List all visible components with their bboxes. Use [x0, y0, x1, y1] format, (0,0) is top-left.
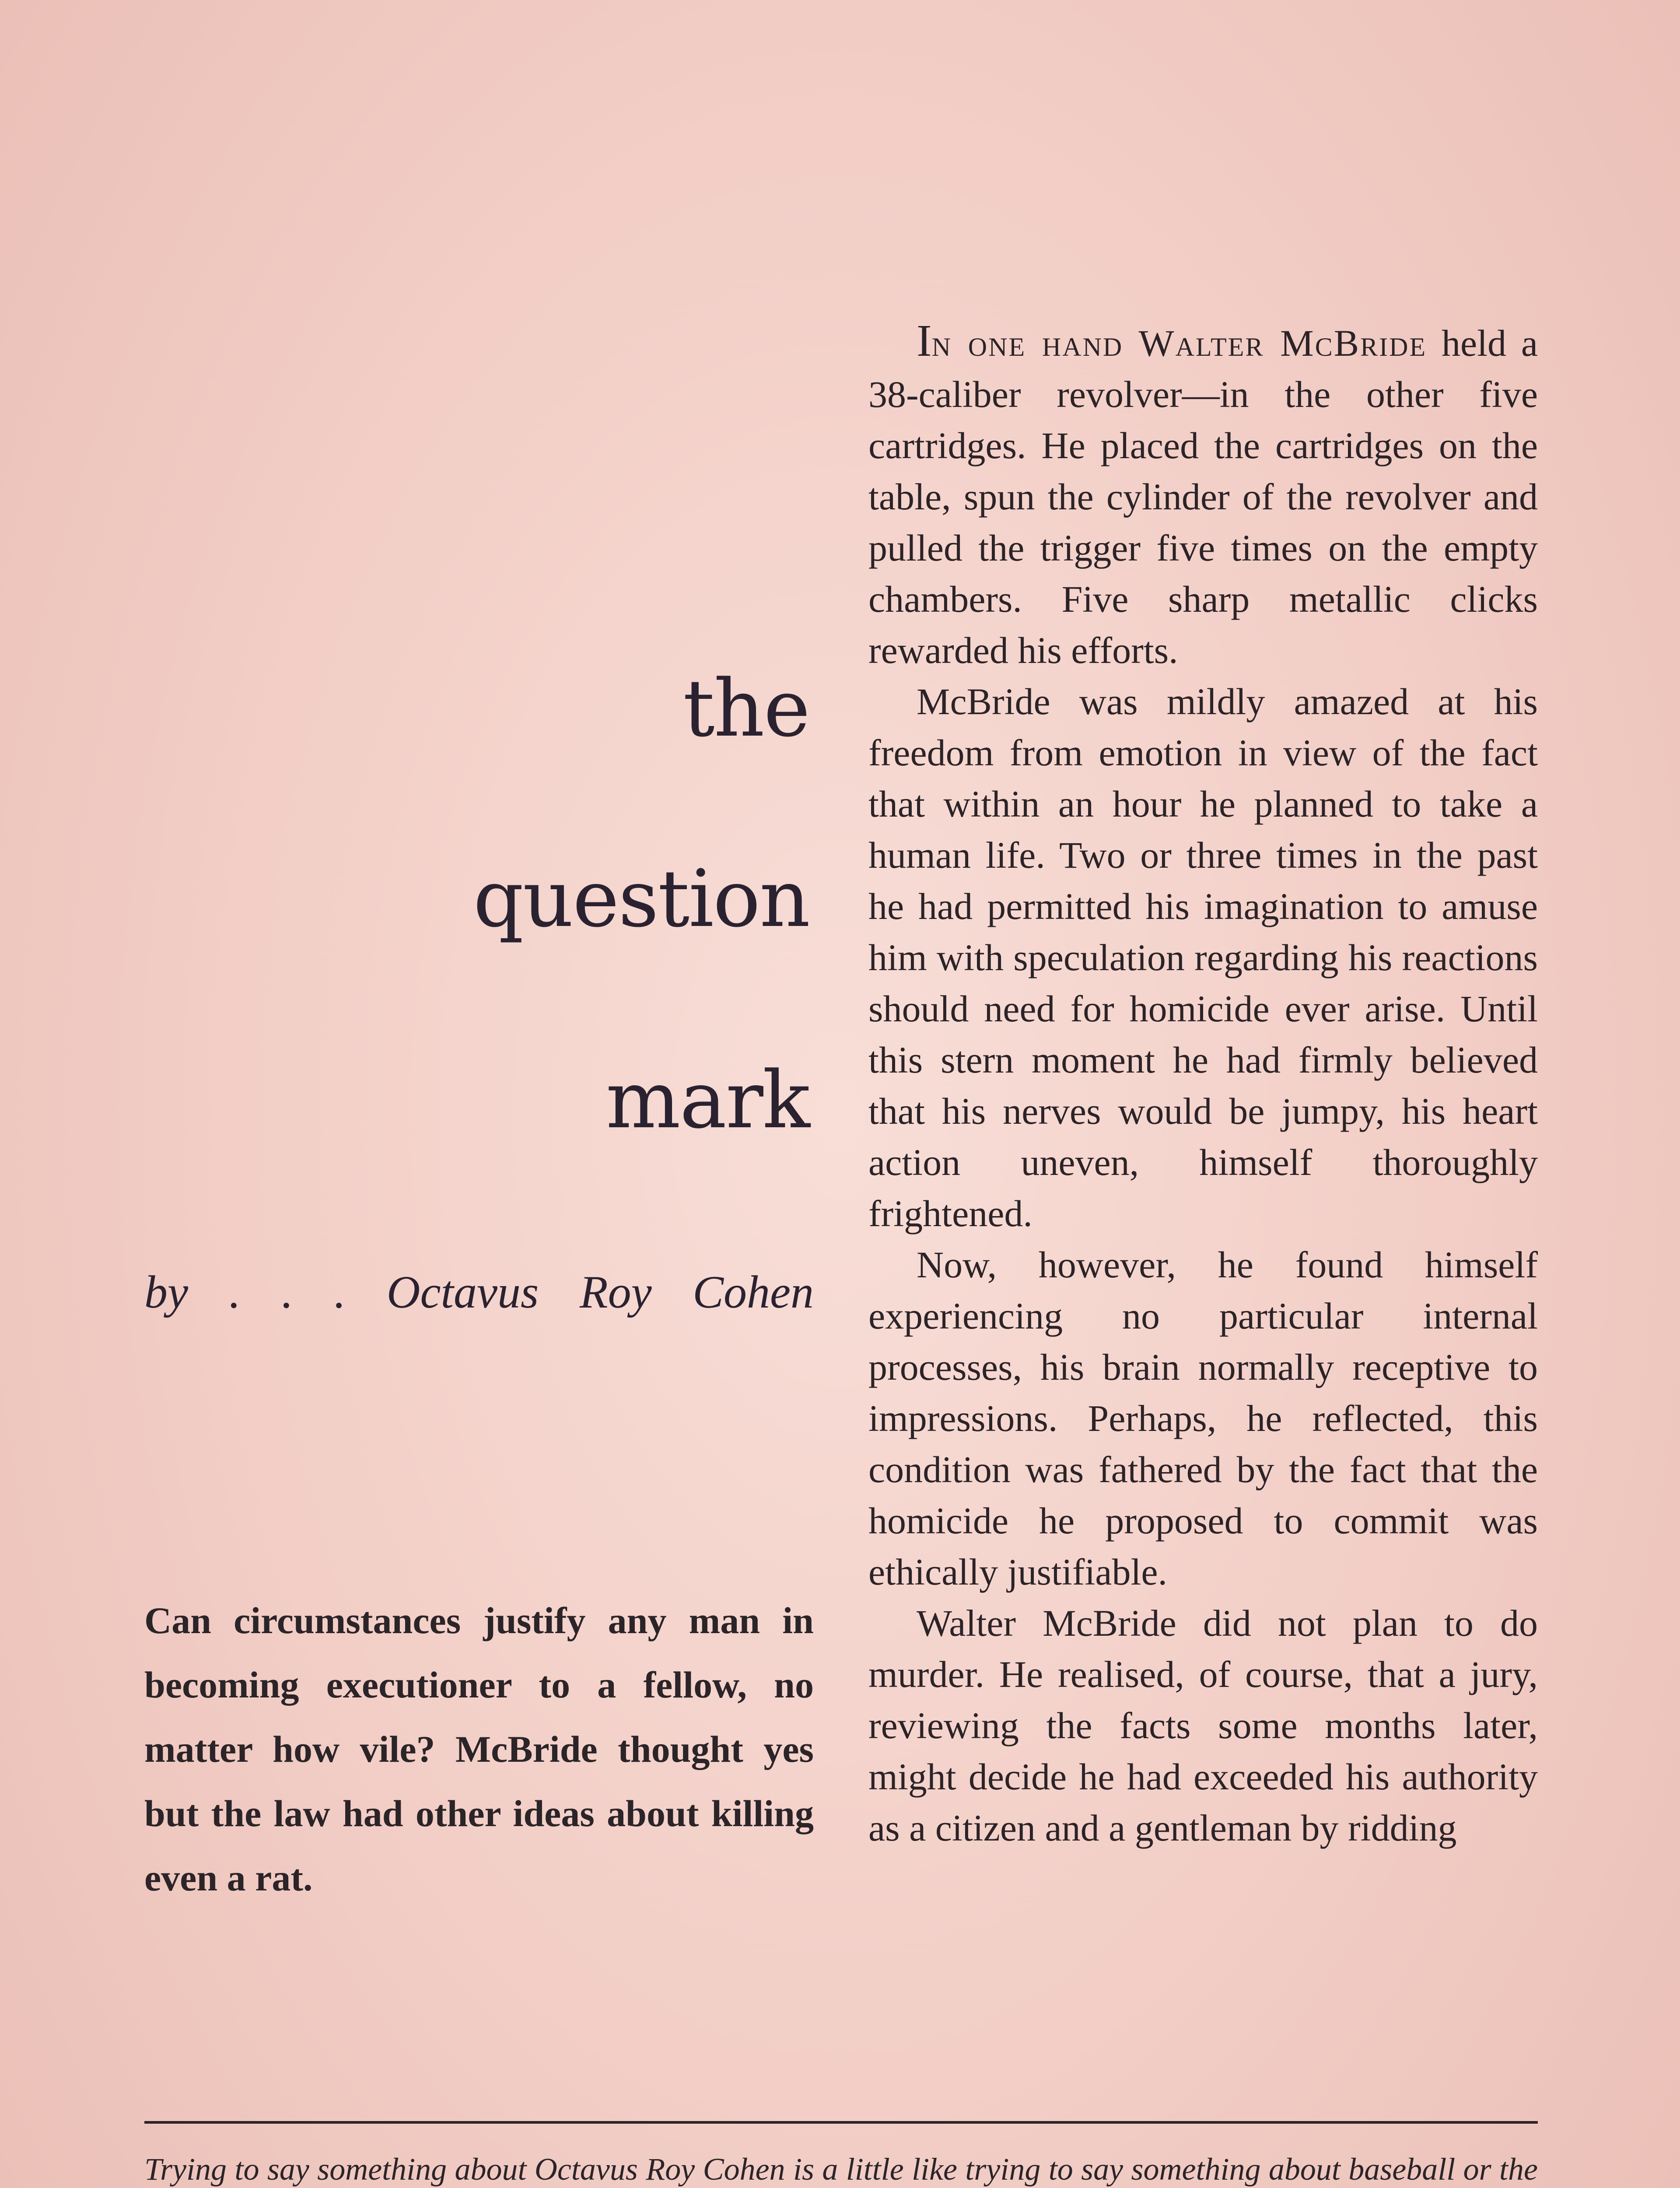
story-paragraph-2: McBride was mildly amazed at his freedom from emotion in view of the fact that within an hour he planned to take a human life. Two or three times in the past he had permitted his imagination to amuse him with speculation regarding his reactions should need for homicide ever arise. Until this stern moment he had firmly believed that his nerves would be jumpy, his heart action uneven, himself thoroughly frightened.	[868, 680, 1538, 1234]
story-blurb: Can circumstances justify any man in becoming executioner to a fellow, no matter how vile? McBride thought yes but the law had other ideas about killing even a rat.	[144, 1599, 814, 1899]
top-divider-rule	[144, 2121, 1538, 2124]
story-title-line-3: mark	[606, 1055, 809, 1146]
paragraph-1-text: held a 38-caliber revolver—in the other five cartridges. He placed the cartridges on the table, spun the cylinder of the revolver and pulled the trigger five times on the empty chambers. Five sharp metallic clicks rewarded his efforts.	[868, 322, 1538, 671]
story-paragraph-3: Now, however, he found himself experiencing no particular internal processes, his brain normally receptive to impressions. Perhaps, he reflected, this condition was fathered by the fact that the homicide he proposed to commit was ethically justifiable.	[868, 1244, 1538, 1593]
editor-note: Trying to say something about Octavus Roy Cohen is a little like trying to say something about baseball or the	[144, 2152, 1538, 2187]
lead-in-smallcaps: n one hand Walter McBride	[931, 322, 1427, 364]
story-body-column	[868, 315, 1538, 1854]
story-title-line-1: the	[683, 663, 809, 754]
author-byline: by . . . Octavus Roy Cohen	[144, 1266, 814, 1318]
story-title-line-2: question	[473, 853, 809, 945]
story-paragraph-4: Walter McBride did not plan to do murder. He realised, of course, that a jury, reviewing the facts some months later, might decide he had exceeded his authority as a citizen and a gentleman by ridding	[868, 1602, 1538, 1849]
story-paragraph-1	[868, 315, 1538, 676]
drop-cap: I	[917, 316, 932, 366]
